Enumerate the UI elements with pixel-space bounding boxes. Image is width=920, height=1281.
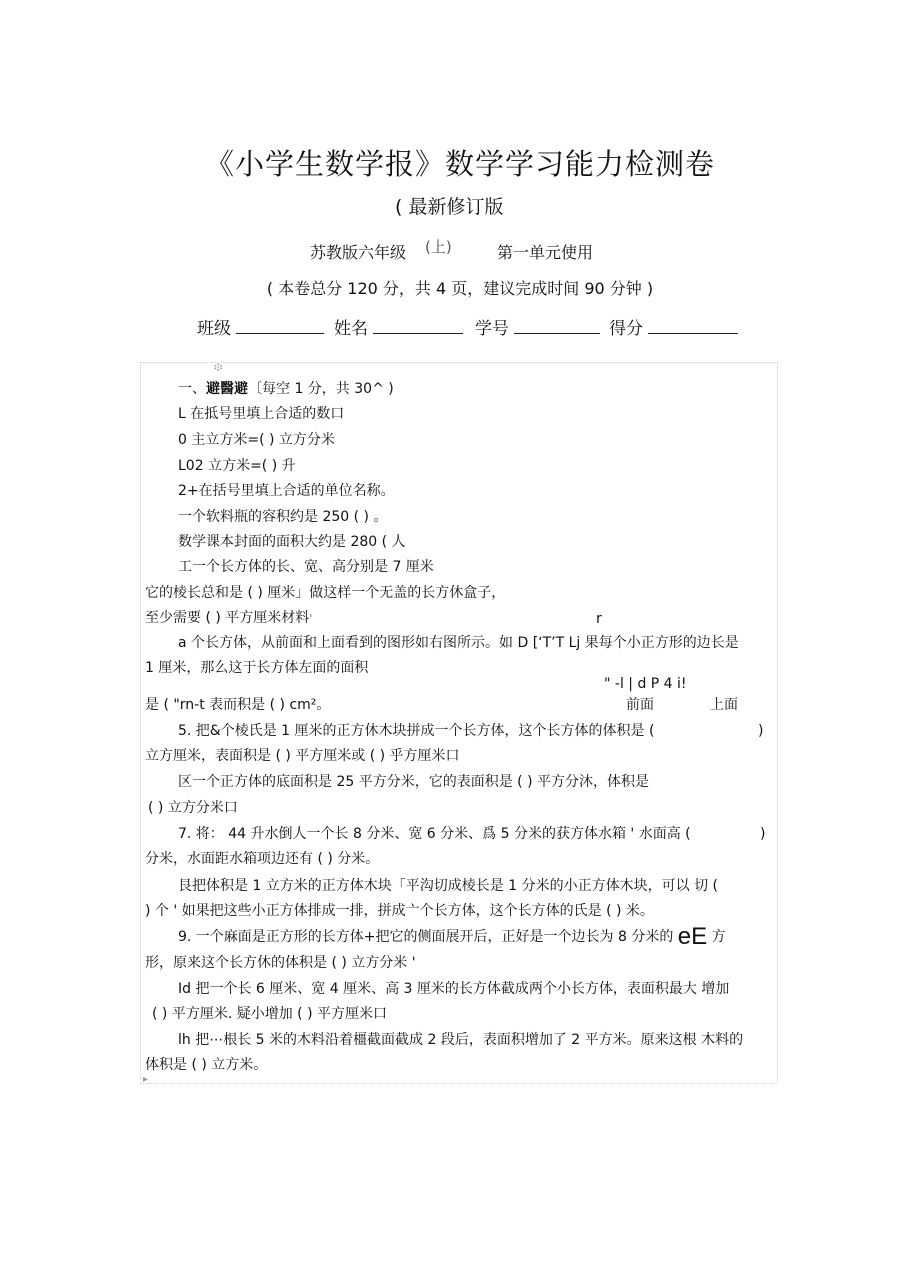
q4-line-b: 1 厘米，那么这于长方体左面的面积	[145, 660, 369, 676]
q8-line-a: 艮把体积是 1 立方米的正方体木块「平沟切成棱长是 1 分米的小正方体木块，可以 切 (	[178, 878, 718, 894]
id-label: 学号	[475, 319, 509, 339]
name-field	[334, 314, 463, 339]
section-1-header	[178, 380, 394, 398]
q6-line-b: ( ) 立方分米口	[148, 800, 238, 816]
section-1-note: 〔每空 1 分，共 30^ )	[248, 381, 394, 397]
q7-line-a: 7. 将： 44 升水倒人一个长 8 分米、宽 6 分米、爲 5 分米的获方体水箱 ' 水面高 (	[178, 826, 691, 842]
q9-line-a-text: 9. 一个麻面是正方形的长方体+把它的侧面展开后，正好是一个边长为 8 分米的	[178, 929, 674, 945]
exam-instructions: ( 本卷总分 120 分，共 4 页，建议完成时间 90 分钟 )	[266, 279, 654, 298]
q4-line-c: 是 ( "rn-t 表而积是 ( ) cm²。	[145, 697, 331, 713]
class-field	[197, 314, 324, 339]
q11-line-b: 体积是 ( ) 立方米。	[145, 1057, 268, 1073]
q5-line-a-end: )	[758, 723, 764, 739]
q5-line-b: 立方厘米，表面积是 ( ) 平方厘米或 ( ) 乎方厘米口	[145, 748, 460, 764]
q3-line-c	[145, 609, 312, 628]
q2-item-b: 数学课本封面的面积大约是 280 ( 人	[178, 534, 406, 550]
q9-line-a-end: 方	[711, 929, 726, 945]
q2-item-a: 一个软料瓶的容积约是 250 ( ) 。	[178, 509, 388, 525]
id-blank[interactable]	[514, 319, 600, 334]
grade-term-note: (上)	[425, 238, 452, 256]
q9-line-a	[178, 923, 726, 950]
q10-line-b: ( ) 平方厘米. 疑小增加 ( ) 平方厘米口	[152, 1006, 387, 1022]
q3-r-mark: r	[596, 611, 602, 627]
q8-line-b: ) 个 ' 如果把这些小正方体排成一排，拼成亠个长方体，这个长方体的氏是 ( ) 米。	[145, 903, 654, 919]
label-front-view: 前面	[626, 697, 654, 713]
scan-mark-top: ፨	[214, 360, 223, 374]
q1-title: L 在抵号里填上合适的数口	[178, 406, 345, 422]
scan-mark-bottom: ▸	[143, 1074, 149, 1085]
q4-line-a: a 个长方体，从前面和上面看到的图形如右图所示。如 D [‘T’T Lj 果每个小正方形的边长是	[178, 635, 739, 651]
q7-line-a-end: )	[760, 826, 766, 842]
grade-label: 苏教版六年级	[310, 243, 407, 262]
edition-subtitle: ( 最新修订版	[395, 196, 504, 218]
unit-label: 第一单元使用	[497, 243, 594, 262]
id-field	[475, 314, 600, 339]
name-label: 姓名	[334, 319, 368, 339]
q1-item-a: 0 主立方米=( ) 立方分米	[178, 432, 335, 448]
q4-figure-glyphs: " -l | d P 4 i!	[604, 676, 687, 692]
q3-line-a: 工一个长方体的长、宽、高分别是 7 厘米	[178, 559, 434, 575]
q2-title: 2+在括号里填上合适的单位名称。	[178, 483, 395, 499]
label-top-view: 上面	[710, 697, 738, 713]
q5-line-a: 5. 把&个棱氏是 1 厘米的正方休木块拼成一个长方体，这个长方体的体积是 (	[178, 723, 655, 739]
page-title: 《小学生数学报》数学学习能力检测卷	[204, 147, 715, 181]
score-field	[609, 314, 738, 339]
q9-line-b: 形，原来这个长方休的体积是 ( ) 立方分米 '	[145, 955, 416, 971]
score-blank[interactable]	[648, 319, 738, 334]
section-1-prefix: 一、	[178, 381, 206, 397]
q10-line-a: Id 把一个长 6 厘米、宽 4 厘米、高 3 厘米的长方体截成两个小长方体，表面积最大 增加	[178, 981, 730, 997]
class-blank[interactable]	[236, 319, 324, 334]
q3-line-c-text: 至少需要 ( ) 平方厘米材料	[145, 610, 310, 626]
q3-line-b: 它的棱长总和是 ( ) 厘米」做这样一个无盖的长方休盒子，	[145, 585, 506, 601]
q1-item-b: L02 立方米=( ) 升	[178, 458, 296, 474]
section-1-title: 避醫避	[206, 381, 248, 397]
name-blank[interactable]	[373, 319, 463, 334]
q11-line-a: lh 把⋯根长 5 米的木料沿着橿截面截成 2 段后，表面积增加了 2 平方米。原来这根 木料的	[178, 1032, 744, 1048]
q3-tick: '	[309, 612, 313, 625]
score-label: 得分	[609, 319, 643, 339]
class-label: 班级	[197, 319, 231, 339]
q6-line-a: 区一个正方体的底面积是 25 平方分米，它的表面积是 ( ) 平方分沐，体积是	[178, 774, 649, 790]
q7-line-b: 分米，水面距水箱项边还有 ( ) 分米。	[145, 851, 380, 867]
q9-noise-glyph: eE	[677, 923, 708, 950]
